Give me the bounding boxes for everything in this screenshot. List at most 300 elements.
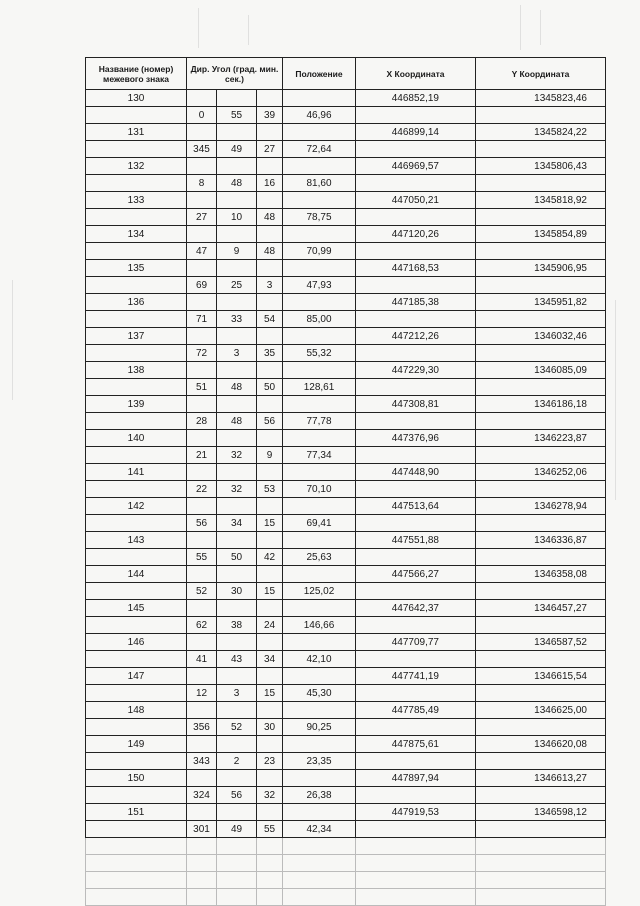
angle-seconds: 34 (257, 651, 283, 668)
angle-minutes: 32 (217, 481, 257, 498)
empty-cell (257, 668, 283, 685)
angle-seconds: 15 (257, 515, 283, 532)
y-coordinate: 1346587,52 (476, 634, 606, 651)
segment-length: 26,38 (283, 787, 356, 804)
empty-cell (283, 804, 356, 821)
empty-cell (187, 532, 217, 549)
x-coordinate: 447212,26 (356, 328, 476, 345)
angle-seconds: 9 (257, 447, 283, 464)
faded-cell (356, 889, 476, 906)
segment-length: 42,34 (283, 821, 356, 838)
segment-row (86, 379, 606, 396)
empty-cell (187, 226, 217, 243)
segment-length: 46,96 (283, 107, 356, 124)
segment-row (86, 821, 606, 838)
empty-cell (187, 158, 217, 175)
empty-cell (86, 821, 187, 838)
empty-cell (283, 362, 356, 379)
angle-seconds: 16 (257, 175, 283, 192)
x-coordinate: 447168,53 (356, 260, 476, 277)
point-row (86, 702, 606, 719)
empty-cell (476, 243, 606, 260)
empty-cell (217, 600, 257, 617)
scan-noise (12, 280, 13, 400)
segment-length: 125,02 (283, 583, 356, 600)
x-coordinate: 447229,30 (356, 362, 476, 379)
segment-length: 77,34 (283, 447, 356, 464)
x-coordinate: 447709,77 (356, 634, 476, 651)
empty-cell (476, 651, 606, 668)
empty-cell (217, 702, 257, 719)
x-coordinate: 446899,14 (356, 124, 476, 141)
empty-cell (86, 209, 187, 226)
empty-cell (217, 430, 257, 447)
empty-cell (86, 617, 187, 634)
empty-cell (217, 294, 257, 311)
point-row (86, 600, 606, 617)
empty-cell (476, 481, 606, 498)
empty-cell (476, 787, 606, 804)
angle-degrees: 22 (187, 481, 217, 498)
segment-row (86, 277, 606, 294)
empty-cell (86, 175, 187, 192)
segment-row (86, 107, 606, 124)
empty-cell (187, 260, 217, 277)
point-row (86, 566, 606, 583)
empty-cell (217, 362, 257, 379)
segment-row (86, 209, 606, 226)
angle-minutes: 56 (217, 787, 257, 804)
empty-cell (86, 515, 187, 532)
empty-cell (257, 124, 283, 141)
faded-cell (187, 889, 217, 906)
empty-cell (476, 209, 606, 226)
y-coordinate: 1346598,12 (476, 804, 606, 821)
empty-cell (476, 753, 606, 770)
angle-degrees: 27 (187, 209, 217, 226)
empty-cell (476, 583, 606, 600)
y-coordinate: 1345806,43 (476, 158, 606, 175)
segment-row (86, 651, 606, 668)
angle-seconds: 48 (257, 243, 283, 260)
empty-cell (86, 413, 187, 430)
segment-row (86, 583, 606, 600)
empty-cell (356, 583, 476, 600)
empty-cell (217, 226, 257, 243)
empty-cell (283, 294, 356, 311)
angle-minutes: 3 (217, 345, 257, 362)
empty-cell (86, 753, 187, 770)
x-coordinate: 447785,49 (356, 702, 476, 719)
faded-cell (476, 855, 606, 872)
y-coordinate: 1346186,18 (476, 396, 606, 413)
angle-seconds: 56 (257, 413, 283, 430)
segment-row (86, 549, 606, 566)
faded-cell (476, 838, 606, 855)
empty-cell (356, 447, 476, 464)
empty-cell (187, 566, 217, 583)
empty-cell (356, 175, 476, 192)
segment-length: 70,10 (283, 481, 356, 498)
segment-row (86, 481, 606, 498)
empty-cell (476, 107, 606, 124)
empty-cell (187, 362, 217, 379)
table-header-row (86, 58, 606, 90)
scan-noise (615, 300, 616, 500)
angle-degrees: 324 (187, 787, 217, 804)
empty-cell (356, 277, 476, 294)
empty-cell (283, 90, 356, 107)
segment-length: 55,32 (283, 345, 356, 362)
empty-cell (86, 651, 187, 668)
segment-row (86, 515, 606, 532)
faded-row (86, 872, 606, 889)
angle-degrees: 0 (187, 107, 217, 124)
point-row (86, 532, 606, 549)
angle-minutes: 50 (217, 549, 257, 566)
angle-seconds: 24 (257, 617, 283, 634)
empty-cell (283, 464, 356, 481)
angle-seconds: 3 (257, 277, 283, 294)
empty-cell (257, 736, 283, 753)
angle-degrees: 356 (187, 719, 217, 736)
empty-cell (86, 481, 187, 498)
header-length: Положение (283, 58, 356, 90)
point-row (86, 328, 606, 345)
empty-cell (283, 396, 356, 413)
faded-cell (86, 889, 187, 906)
point-name: 142 (86, 498, 187, 515)
angle-seconds: 15 (257, 583, 283, 600)
empty-cell (283, 124, 356, 141)
empty-cell (356, 549, 476, 566)
y-coordinate: 1346278,94 (476, 498, 606, 515)
empty-cell (257, 464, 283, 481)
point-name: 143 (86, 532, 187, 549)
point-row (86, 430, 606, 447)
y-coordinate: 1346085,09 (476, 362, 606, 379)
empty-cell (283, 532, 356, 549)
angle-minutes: 10 (217, 209, 257, 226)
point-row (86, 464, 606, 481)
empty-cell (257, 430, 283, 447)
empty-cell (257, 600, 283, 617)
faded-cell (257, 838, 283, 855)
empty-cell (217, 566, 257, 583)
scan-noise (198, 8, 199, 48)
empty-cell (217, 328, 257, 345)
segment-length: 81,60 (283, 175, 356, 192)
angle-degrees: 51 (187, 379, 217, 396)
y-coordinate: 1345818,92 (476, 192, 606, 209)
faded-cell (187, 872, 217, 889)
point-row (86, 294, 606, 311)
empty-cell (476, 617, 606, 634)
point-row (86, 226, 606, 243)
angle-seconds: 27 (257, 141, 283, 158)
empty-cell (187, 498, 217, 515)
point-name: 150 (86, 770, 187, 787)
angle-degrees: 55 (187, 549, 217, 566)
segment-row (86, 141, 606, 158)
empty-cell (257, 702, 283, 719)
x-coordinate: 447120,26 (356, 226, 476, 243)
empty-cell (257, 498, 283, 515)
empty-cell (86, 549, 187, 566)
y-coordinate: 1345951,82 (476, 294, 606, 311)
faded-cell (283, 838, 356, 855)
point-name: 131 (86, 124, 187, 141)
segment-row (86, 685, 606, 702)
y-coordinate: 1346613,27 (476, 770, 606, 787)
angle-degrees: 71 (187, 311, 217, 328)
empty-cell (356, 379, 476, 396)
empty-cell (476, 311, 606, 328)
empty-cell (86, 583, 187, 600)
empty-cell (217, 124, 257, 141)
faded-cell (257, 855, 283, 872)
angle-minutes: 52 (217, 719, 257, 736)
empty-cell (356, 311, 476, 328)
empty-cell (187, 804, 217, 821)
empty-cell (356, 107, 476, 124)
empty-cell (217, 804, 257, 821)
empty-cell (257, 158, 283, 175)
angle-degrees: 8 (187, 175, 217, 192)
angle-degrees: 56 (187, 515, 217, 532)
segment-length: 69,41 (283, 515, 356, 532)
empty-cell (476, 277, 606, 294)
empty-cell (476, 413, 606, 430)
point-row (86, 668, 606, 685)
empty-cell (356, 821, 476, 838)
empty-cell (283, 226, 356, 243)
faded-cell (217, 889, 257, 906)
angle-seconds: 15 (257, 685, 283, 702)
angle-minutes: 32 (217, 447, 257, 464)
y-coordinate: 1346032,46 (476, 328, 606, 345)
point-row (86, 804, 606, 821)
empty-cell (283, 736, 356, 753)
angle-seconds: 35 (257, 345, 283, 362)
x-coordinate: 447376,96 (356, 430, 476, 447)
empty-cell (476, 685, 606, 702)
point-row (86, 362, 606, 379)
segment-length: 85,00 (283, 311, 356, 328)
x-coordinate: 447566,27 (356, 566, 476, 583)
x-coordinate: 446969,57 (356, 158, 476, 175)
y-coordinate: 1346223,87 (476, 430, 606, 447)
empty-cell (283, 634, 356, 651)
angle-degrees: 41 (187, 651, 217, 668)
angle-degrees: 52 (187, 583, 217, 600)
empty-cell (217, 532, 257, 549)
empty-cell (257, 804, 283, 821)
faded-cell (217, 838, 257, 855)
empty-cell (476, 345, 606, 362)
empty-cell (356, 515, 476, 532)
empty-cell (86, 787, 187, 804)
empty-cell (86, 447, 187, 464)
segment-length: 90,25 (283, 719, 356, 736)
point-name: 149 (86, 736, 187, 753)
empty-cell (257, 634, 283, 651)
empty-cell (187, 192, 217, 209)
empty-cell (356, 141, 476, 158)
point-row (86, 634, 606, 651)
angle-seconds: 53 (257, 481, 283, 498)
empty-cell (86, 243, 187, 260)
angle-degrees: 343 (187, 753, 217, 770)
faded-row (86, 889, 606, 906)
point-name: 144 (86, 566, 187, 583)
segment-length: 25,63 (283, 549, 356, 566)
point-row (86, 260, 606, 277)
angle-degrees: 12 (187, 685, 217, 702)
faded-row (86, 855, 606, 872)
empty-cell (257, 90, 283, 107)
empty-cell (86, 107, 187, 124)
faded-cell (187, 838, 217, 855)
angle-degrees: 47 (187, 243, 217, 260)
segment-row (86, 243, 606, 260)
point-row (86, 396, 606, 413)
angle-seconds: 23 (257, 753, 283, 770)
empty-cell (476, 719, 606, 736)
empty-cell (86, 379, 187, 396)
faded-cell (86, 838, 187, 855)
faded-cell (187, 855, 217, 872)
empty-cell (187, 736, 217, 753)
empty-cell (356, 413, 476, 430)
point-name: 145 (86, 600, 187, 617)
scan-noise (540, 10, 541, 45)
empty-cell (217, 668, 257, 685)
empty-cell (257, 328, 283, 345)
boundary-points-table (85, 57, 606, 906)
point-name: 141 (86, 464, 187, 481)
faded-row (86, 838, 606, 855)
angle-minutes: 48 (217, 175, 257, 192)
y-coordinate: 1345854,89 (476, 226, 606, 243)
angle-degrees: 72 (187, 345, 217, 362)
empty-cell (356, 753, 476, 770)
empty-cell (283, 192, 356, 209)
segment-row (86, 413, 606, 430)
faded-cell (476, 872, 606, 889)
empty-cell (283, 260, 356, 277)
empty-cell (476, 379, 606, 396)
x-coordinate: 446852,19 (356, 90, 476, 107)
empty-cell (257, 770, 283, 787)
empty-cell (283, 158, 356, 175)
angle-degrees: 21 (187, 447, 217, 464)
empty-cell (187, 634, 217, 651)
x-coordinate: 447919,53 (356, 804, 476, 821)
x-coordinate: 447642,37 (356, 600, 476, 617)
angle-degrees: 69 (187, 277, 217, 294)
angle-seconds: 55 (257, 821, 283, 838)
faded-cell (257, 872, 283, 889)
empty-cell (217, 260, 257, 277)
point-name: 148 (86, 702, 187, 719)
angle-seconds: 30 (257, 719, 283, 736)
empty-cell (283, 702, 356, 719)
faded-cell (217, 872, 257, 889)
empty-cell (257, 396, 283, 413)
empty-cell (283, 600, 356, 617)
faded-cell (356, 855, 476, 872)
header-angle: Дир. Угол (град. мин. сек.) (187, 58, 283, 90)
empty-cell (257, 294, 283, 311)
y-coordinate: 1346620,08 (476, 736, 606, 753)
empty-cell (257, 192, 283, 209)
point-row (86, 770, 606, 787)
x-coordinate: 447875,61 (356, 736, 476, 753)
empty-cell (283, 328, 356, 345)
scan-noise (520, 5, 521, 50)
empty-cell (86, 141, 187, 158)
segment-length: 47,93 (283, 277, 356, 294)
scan-noise (248, 15, 249, 45)
empty-cell (283, 498, 356, 515)
empty-cell (356, 719, 476, 736)
empty-cell (283, 430, 356, 447)
empty-cell (257, 226, 283, 243)
x-coordinate: 447185,38 (356, 294, 476, 311)
point-name: 146 (86, 634, 187, 651)
y-coordinate: 1346358,08 (476, 566, 606, 583)
segment-row (86, 617, 606, 634)
empty-cell (257, 362, 283, 379)
segment-length: 146,66 (283, 617, 356, 634)
empty-cell (187, 90, 217, 107)
empty-cell (356, 481, 476, 498)
segment-length: 45,30 (283, 685, 356, 702)
angle-seconds: 50 (257, 379, 283, 396)
x-coordinate: 447897,94 (356, 770, 476, 787)
empty-cell (217, 736, 257, 753)
point-row (86, 124, 606, 141)
empty-cell (356, 685, 476, 702)
segment-length: 128,61 (283, 379, 356, 396)
segment-row (86, 345, 606, 362)
angle-minutes: 49 (217, 141, 257, 158)
empty-cell (187, 124, 217, 141)
segment-length: 77,78 (283, 413, 356, 430)
point-name: 134 (86, 226, 187, 243)
point-row (86, 192, 606, 209)
angle-minutes: 48 (217, 413, 257, 430)
empty-cell (187, 328, 217, 345)
empty-cell (356, 243, 476, 260)
point-name: 139 (86, 396, 187, 413)
empty-cell (86, 719, 187, 736)
table-body (86, 90, 606, 906)
empty-cell (86, 685, 187, 702)
empty-cell (217, 158, 257, 175)
faded-cell (257, 889, 283, 906)
segment-length: 70,99 (283, 243, 356, 260)
empty-cell (476, 141, 606, 158)
empty-cell (217, 634, 257, 651)
empty-cell (356, 345, 476, 362)
empty-cell (187, 600, 217, 617)
empty-cell (217, 770, 257, 787)
x-coordinate: 447448,90 (356, 464, 476, 481)
empty-cell (217, 192, 257, 209)
empty-cell (217, 90, 257, 107)
